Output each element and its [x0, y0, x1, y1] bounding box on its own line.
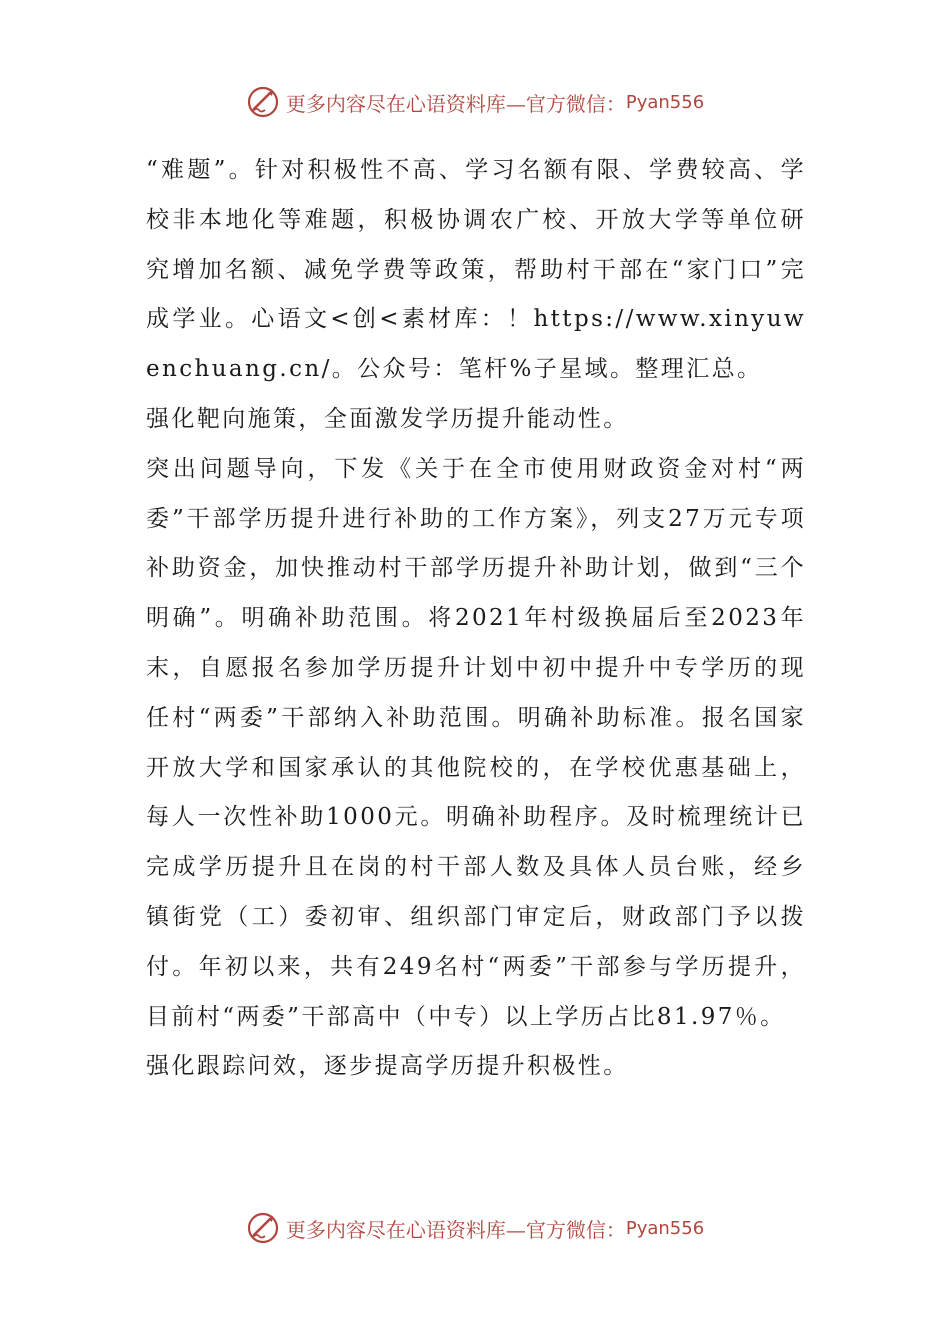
- paragraph-2: 强化靶向施策，全面激发学历提升能动性。: [146, 405, 629, 432]
- document-body: [146, 146, 806, 1092]
- header-banner-text: 更多内容尽在心语资料库—官方微信：: [285, 91, 626, 116]
- pen-logo-icon: [246, 1211, 280, 1245]
- pen-logo-icon: [246, 85, 280, 119]
- header-banner: [0, 82, 950, 122]
- header-wechat-id: Pyan556: [625, 91, 705, 113]
- paragraph-1: “难题”。针对积极性不高、学习名额有限、学费较高、学校非本地化等难题，积极协调农广校、开放大学等单位研究增加名额、减免学费等政策，帮助村干部在“家门口”完成学业。心语文<创<素材库：！https://www.xinyuwenchuang.cn/。公众号：笔杆%子星域。整理汇总。: [146, 157, 806, 383]
- footer-wechat-id: Pyan556: [625, 1217, 705, 1239]
- footer-banner: [0, 1208, 950, 1248]
- paragraph-4: 强化跟踪问效，逐步提高学历提升积极性。: [146, 1053, 629, 1080]
- footer-banner-text: 更多内容尽在心语资料库—官方微信：: [285, 1217, 626, 1242]
- paragraph-3: 突出问题导向，下发《关于在全市使用财政资金对村“两委”干部学历提升进行补助的工作方案》，列支27万元专项补助资金，加快推动村干部学历提升补助计划，做到“三个明确”。明确补助范围。将2021年村级换届后至2023年末，自愿报名参加学历提升计划中初中提升中专学历的现任村“两委”干部纳入补助范围。明确补助标准。报名国家开放大学和国家承认的其他院校的，在学校优惠基础上，每人一次性补助1000元。明确补助程序。及时梳理统计已完成学历提升且在岗的村干部人数及具体人员台账，经乡镇街党（工）委初审、组织部门审定后，财政部门予以拨付。年初以来，共有249名村“两委”干部参与学历提升，目前村“两委”干部高中（中专）以上学历占比81.97％。: [146, 455, 806, 1030]
